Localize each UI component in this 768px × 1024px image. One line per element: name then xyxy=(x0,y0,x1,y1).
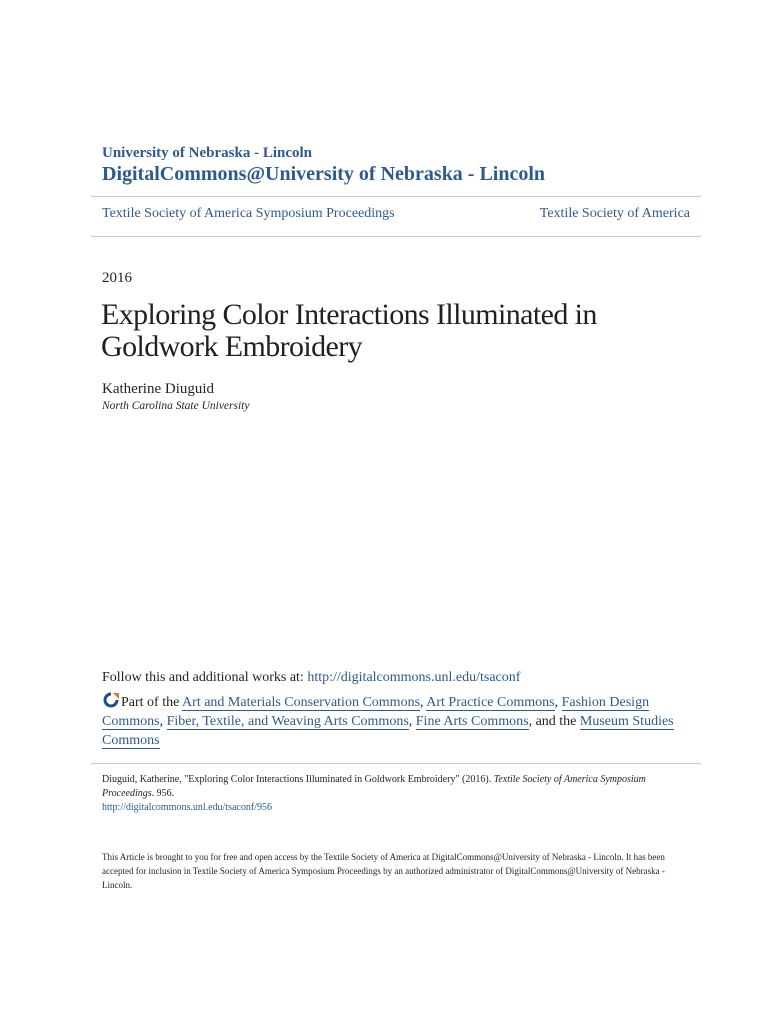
citation-divider xyxy=(91,763,701,764)
commons-link-museum-studies[interactable]: Museum Studies Commons xyxy=(102,714,674,748)
follow-line xyxy=(102,670,520,686)
author-affiliation: North Carolina State University xyxy=(102,400,250,412)
commons-link-conservation[interactable]: Art and Materials Conservation Commons xyxy=(182,695,421,710)
top-divider xyxy=(91,196,701,197)
citation-link[interactable]: http://digitalcommons.unl.edu/tsaconf/956 xyxy=(102,802,272,813)
commons-link-fiber-textile[interactable]: Fiber, Textile, and Weaving Arts Commons xyxy=(166,714,409,729)
separator: , xyxy=(554,695,562,710)
series-link[interactable]: Textile Society of America Symposium Proceedings xyxy=(102,206,395,221)
citation-text: Diuguid, Katherine, "Exploring Color Interactions Illuminated in Goldwork Embroidery" (2016). xyxy=(102,774,494,785)
commons-link-art-practice[interactable]: Art Practice Commons xyxy=(426,695,555,710)
part-of-commons xyxy=(102,692,702,750)
institution-link[interactable]: University of Nebraska - Lincoln xyxy=(102,145,312,161)
open-access-icon xyxy=(102,692,120,708)
author-name: Katherine Diuguid xyxy=(102,381,215,397)
commons-link-fashion-design[interactable]: Fashion Design Commons xyxy=(102,695,650,729)
title-line-2: Goldwork Embroidery xyxy=(101,330,363,363)
commons-link-fine-arts[interactable]: Fine Arts Commons xyxy=(415,714,529,729)
publication-year: 2016 xyxy=(102,270,132,286)
separator: , and the xyxy=(528,714,580,729)
society-link[interactable]: Textile Society of America xyxy=(539,206,690,221)
part-of-prefix: Part of the xyxy=(121,695,183,710)
recommended-citation xyxy=(102,773,692,815)
citation-number: . 956. xyxy=(151,788,175,799)
citation-journal: Textile Society of America Symposium Proceedings xyxy=(102,774,646,799)
repository-header xyxy=(102,144,702,186)
series-divider xyxy=(91,236,701,237)
separator: , xyxy=(159,714,167,729)
follow-label: Follow this and additional works at: xyxy=(102,670,308,685)
repository-link[interactable]: DigitalCommons@University of Nebraska - Lincoln xyxy=(102,163,546,185)
access-notice: This Article is brought to you for free and open access by the Textile Society of America at DigitalCommons@University of Nebraska - Lincoln. It has been accepted for inclusion in Textile Society of America Symposium Proceedings by an authorized administrator of DigitalCommons@University of Nebraska - Lincoln. xyxy=(102,852,665,890)
article-title xyxy=(101,299,701,363)
collection-link[interactable]: http://digitalcommons.unl.edu/tsaconf xyxy=(307,670,521,685)
title-line-1: Exploring Color Interactions Illuminated in xyxy=(101,298,597,331)
separator: , xyxy=(420,695,427,710)
separator: , xyxy=(408,714,416,729)
series-bar xyxy=(102,206,690,222)
